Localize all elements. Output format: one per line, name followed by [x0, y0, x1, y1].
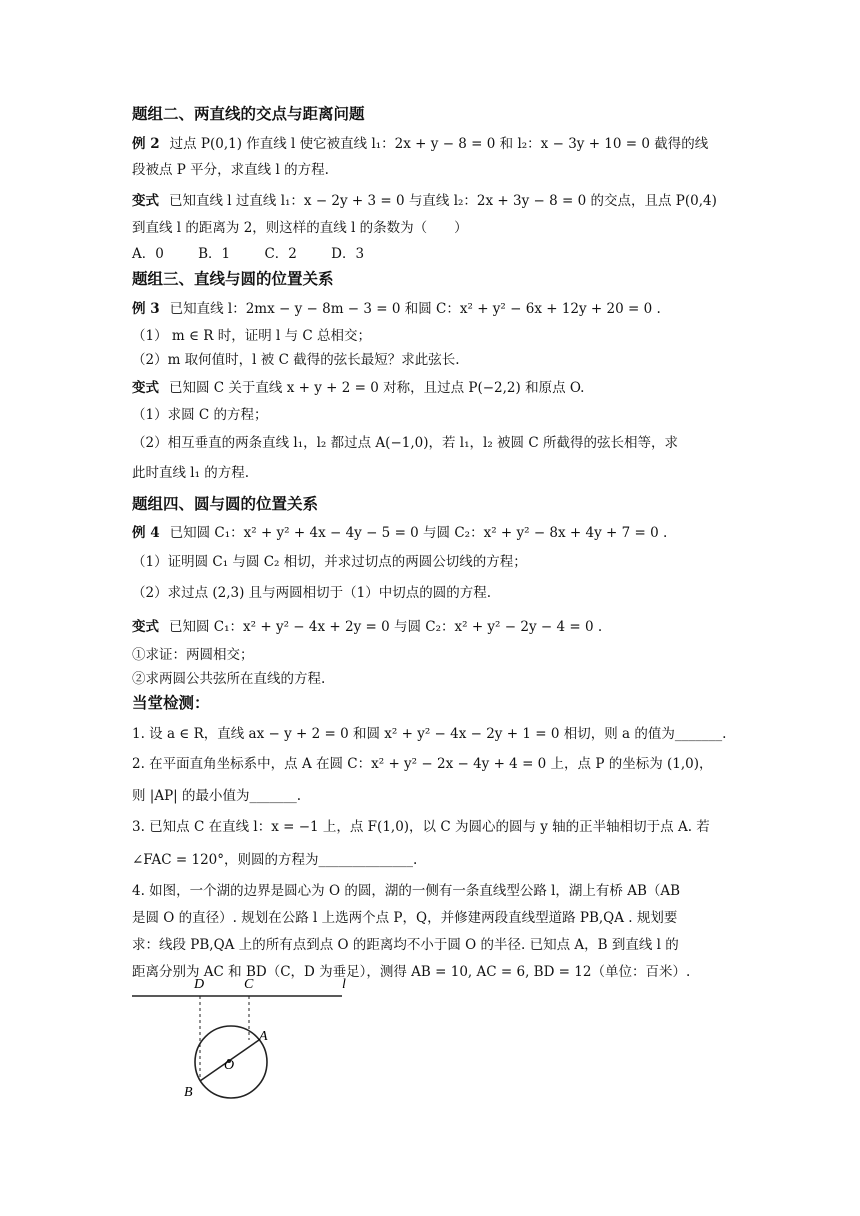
example-text: 过点 P(0,1) 作直线 l 使它被直线 l₁：2x + y − 8 = 0 和 l₂：x − 3y + 10 = 0 截得的线	[169, 136, 709, 152]
example-text: 已知圆 C₁：x² + y² + 4x − 4y − 5 = 0 与圆 C₂：x² + y² − 8x + 4y + 7 = 0 .	[169, 525, 668, 541]
label-d: D	[194, 977, 205, 992]
check-q3: 3. 已知点 C 在直线 l：x = −1 上，点 F(1,0)，以 C 为圆心的圆与 y 轴的正半轴相切于点 A. 若	[132, 819, 710, 835]
variant-label: 变式	[132, 619, 159, 635]
example-label: 例 2	[132, 136, 160, 152]
label-c: C	[244, 977, 254, 992]
option-c: C．2	[264, 246, 297, 262]
check-q3-cont: ∠FAC = 120°，则圆的方程为______________.	[132, 852, 418, 868]
example-3-q1: （1） m ∈ R 时，证明 l 与 C 总相交；	[132, 328, 372, 344]
check-q4: 4. 如图，一个湖的边界是圆心为 O 的圆，湖的一侧有一条直线型公路 l，湖上有桥 AB（AB	[132, 883, 681, 899]
variant-2-cont: 到直线 l 的距离为 2，则这样的直线 l 的条数为（ ）	[132, 220, 468, 236]
option-b: B．1	[198, 246, 231, 262]
variant-4	[132, 617, 602, 637]
example-3	[132, 299, 661, 319]
variant-text: 已知圆 C₁：x² + y² − 4x + 2y = 0 与圆 C₂：x² + y² − 2y − 4 = 0 .	[169, 619, 603, 635]
variant-3-q2-cont: 此时直线 l₁ 的方程.	[132, 465, 250, 481]
label-o: O	[224, 1058, 235, 1073]
variant-4-q1: ①求证：两圆相交；	[132, 647, 254, 663]
variant-3	[132, 378, 584, 398]
example-2-cont: 段被点 P 平分，求直线 l 的方程.	[132, 162, 329, 178]
variant-3-q1: （1）求圆 C 的方程；	[132, 407, 268, 423]
example-label: 例 3	[132, 301, 160, 317]
section-heading-2: 题组二、两直线的交点与距离问题	[132, 105, 365, 123]
check-q2: 2. 在平面直角坐标系中，点 A 在圆 C：x² + y² − 2x − 4y + 4 = 0 上，点 P 的坐标为 (1,0)，	[132, 756, 713, 772]
example-2	[132, 134, 708, 154]
example-3-q2: （2）m 取何值时，l 被 C 截得的弦长最短？求此弦长.	[132, 352, 460, 368]
choice-options	[132, 244, 394, 264]
section-heading-4: 题组四、圆与圆的位置关系	[132, 495, 319, 513]
example-label: 例 4	[132, 525, 160, 541]
variant-text: 已知圆 C 关于直线 x + y + 2 = 0 对称，且过点 P(−2,2) 和原点 O.	[169, 380, 585, 396]
option-a: A．0	[132, 246, 164, 262]
variant-label: 变式	[132, 380, 159, 396]
section-heading-3: 题组三、直线与圆的位置关系	[132, 270, 334, 288]
label-a: A	[259, 1029, 268, 1044]
example-text: 已知直线 l：2mx − y − 8m − 3 = 0 和圆 C：x² + y² − 6x + 12y + 20 = 0 .	[169, 301, 661, 317]
check-q4-cont1: 是圆 O 的直径）. 规划在公路 l 上选两个点 P，Q，并修建两段直线型道路 PB,QA . 规划要	[132, 910, 678, 926]
example-4-q2: （2）求过点 (2,3) 且与两圆相切于（1）中切点的圆的方程.	[132, 585, 492, 601]
variant-label: 变式	[132, 193, 159, 209]
variant-3-q2: （2）相互垂直的两条直线 l₁，l₂ 都过点 A(−1,0)，若 l₁，l₂ 被圆 C 所截得的弦长相等，求	[132, 435, 678, 451]
check-q1: 1. 设 a ∈ R，直线 ax − y + 2 = 0 和圆 x² + y² − 4x − 2y + 1 = 0 相切，则 a 的值为_______.	[132, 726, 727, 742]
lake-road-figure	[128, 970, 358, 1100]
variant-4-q2: ②求两圆公共弦所在直线的方程.	[132, 671, 326, 687]
check-q4-cont2: 求：线段 PB,QA 上的所有点到点 O 的距离均不小于圆 O 的半径. 已知点 A，B 到直线 l 的	[132, 937, 679, 953]
label-l: l	[342, 977, 346, 992]
label-b: B	[184, 1085, 193, 1100]
check-q4-cont3: 距离分别为 AC 和 BD（C，D 为垂足），测得 AB = 10, AC = 6, BD = 12（单位：百米）.	[132, 964, 691, 980]
example-4	[132, 523, 667, 543]
example-4-q1: （1）证明圆 C₁ 与圆 C₂ 相切，并求过切点的两圆公切线的方程；	[132, 554, 527, 570]
variant-text: 已知直线 l 过直线 l₁：x − 2y + 3 = 0 与直线 l₂：2x + 3y − 8 = 0 的交点，且点 P(0,4)	[169, 193, 717, 209]
variant-2	[132, 191, 717, 211]
check-heading: 当堂检测：	[132, 694, 210, 712]
option-d: D．3	[331, 246, 365, 262]
check-q2-cont: 则 |AP| 的最小值为_______.	[132, 788, 302, 804]
